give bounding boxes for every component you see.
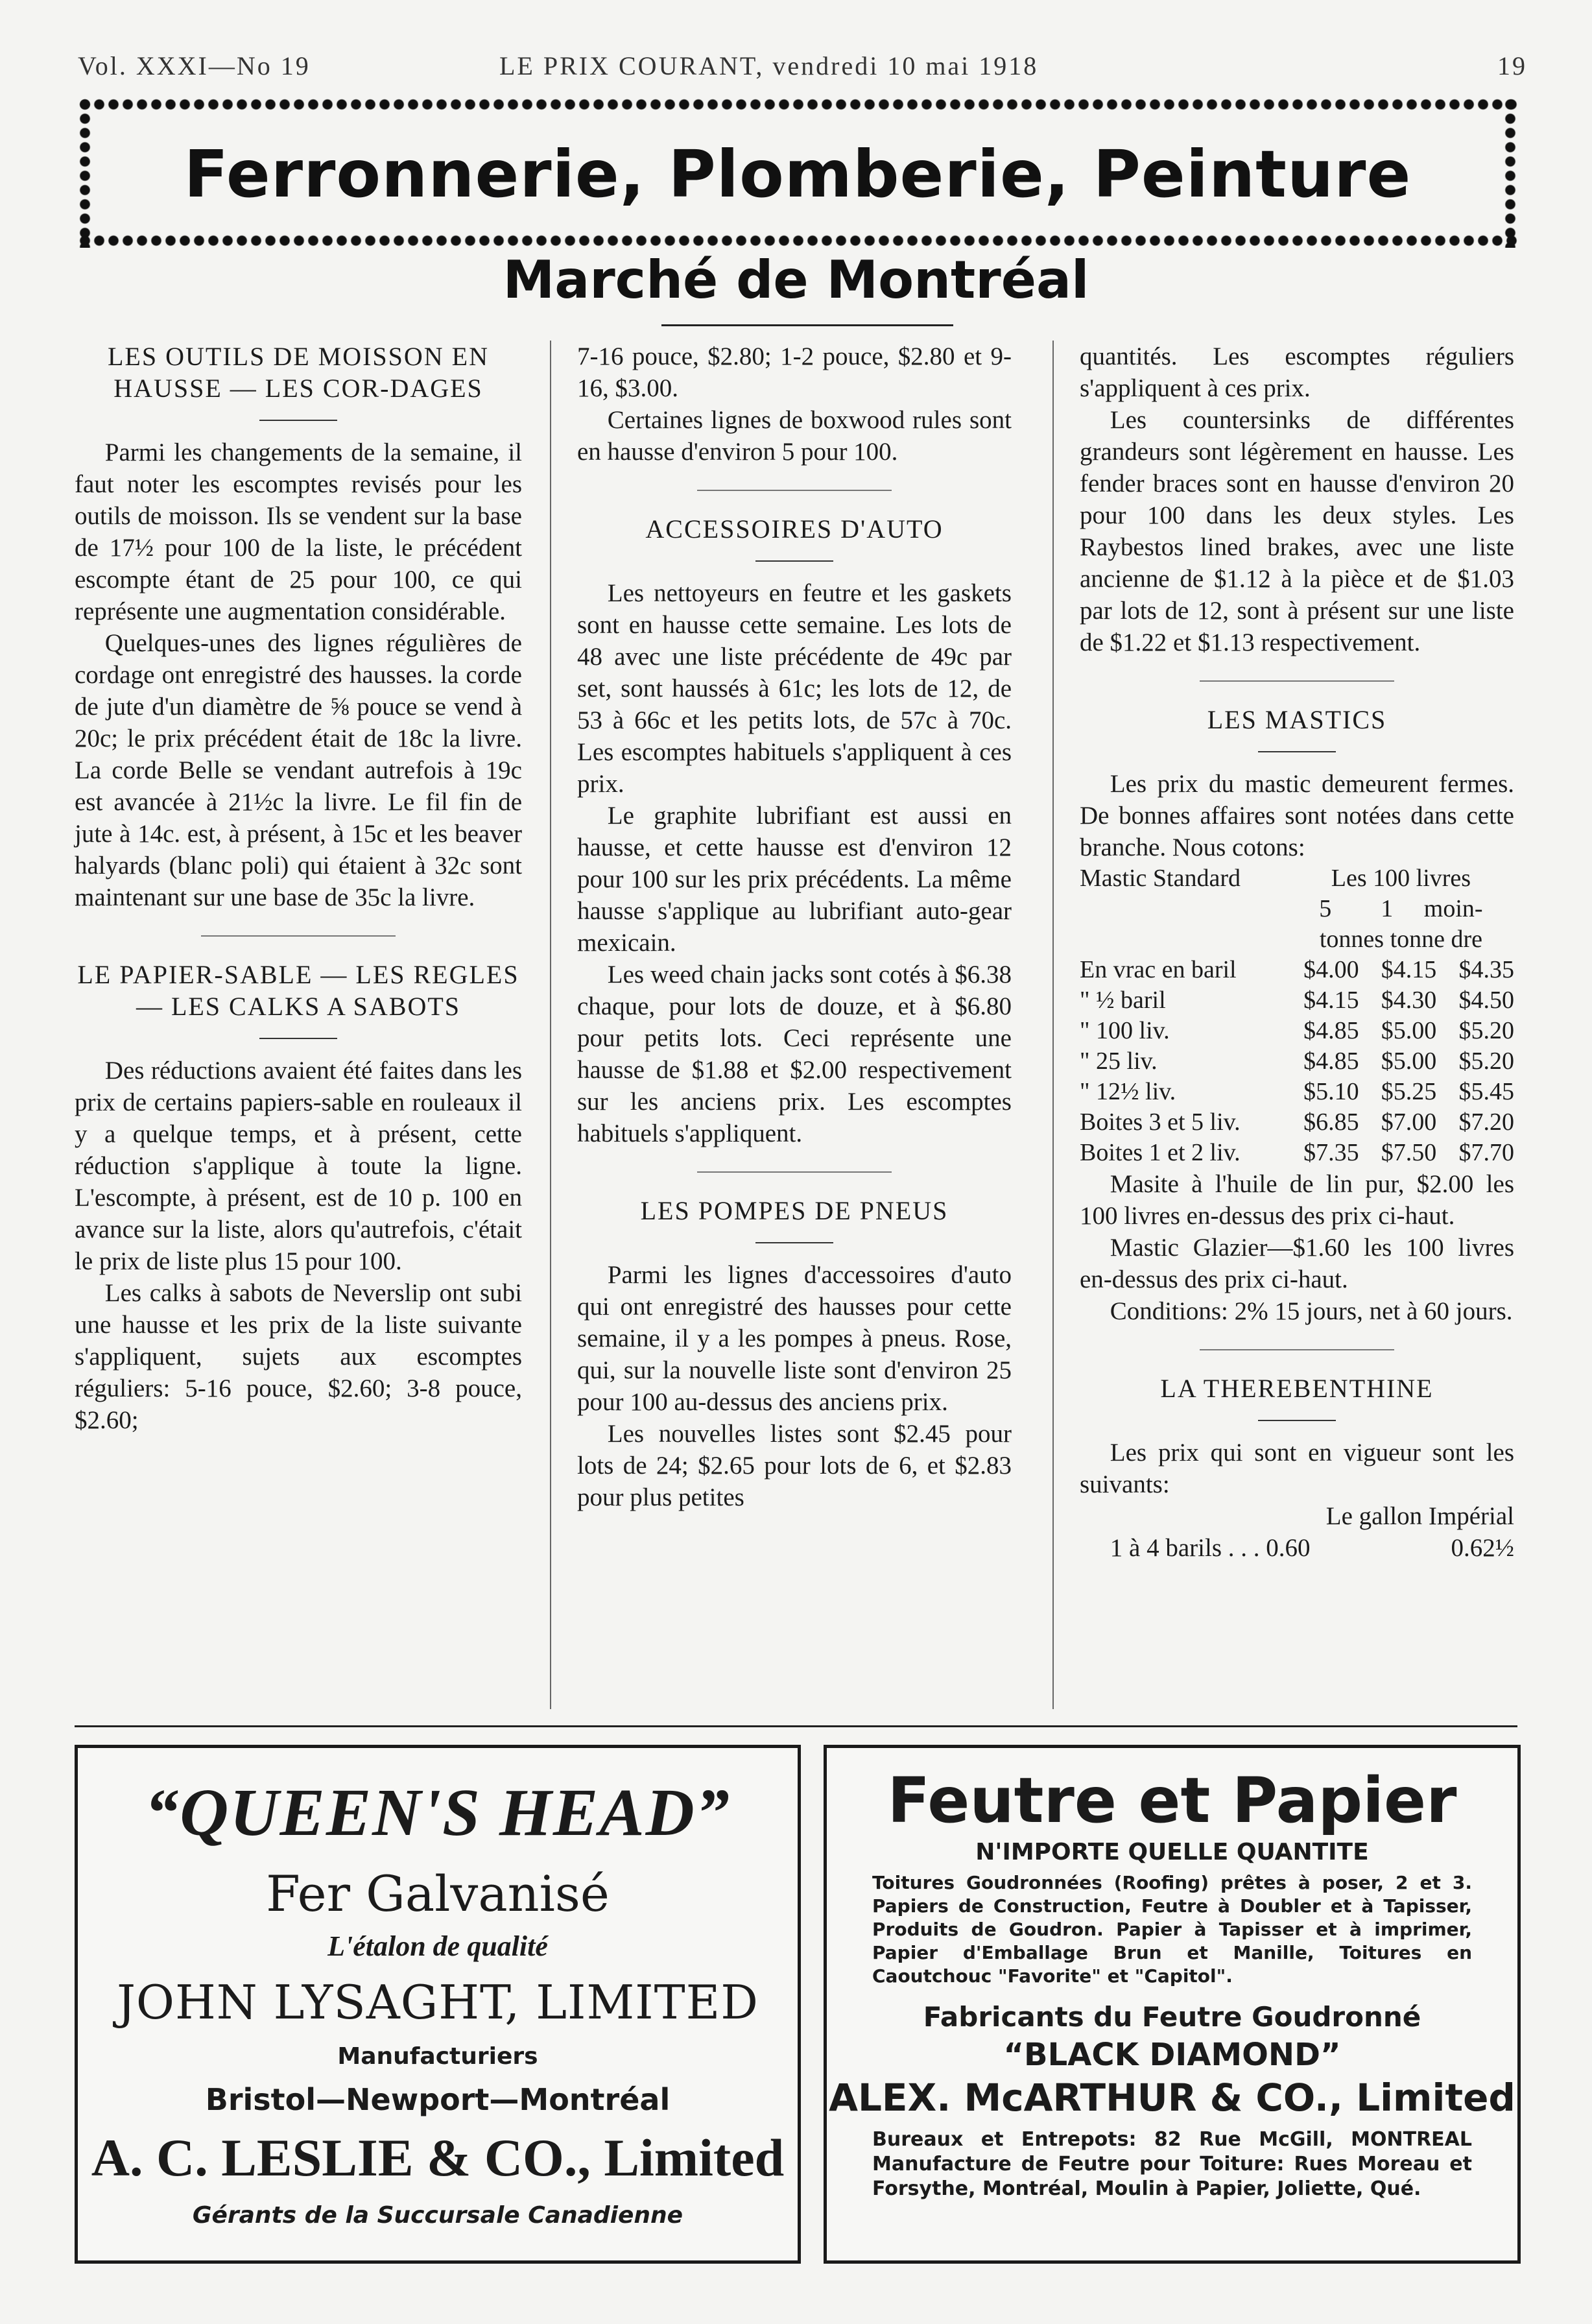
price-5-tonnes: $7.35 xyxy=(1303,1139,1359,1166)
price-moindre: $5.45 xyxy=(1458,1078,1514,1105)
article-paragraph: Des réductions avaient été faites dans les prix de certains papiers-sable en rouleaux il y a quelque temps, et à présent, cette réduction s'applique à toute la ligne. L'escompte, à présent, est de 10 p. 100 en avance sur la liste, alors qu'autrefois, c'était le prix de liste plus 15 pour 100. xyxy=(75,1057,522,1275)
article-heading: LA THEREBENTHINE xyxy=(1160,1374,1434,1403)
section-separator xyxy=(697,1171,892,1173)
section-banner xyxy=(78,97,1517,248)
ad-brand: “BLACK DIAMOND” xyxy=(1003,2037,1341,2073)
article-heading: LES MASTICS xyxy=(1207,705,1387,734)
price-line xyxy=(1080,1532,1514,1564)
star-border-top xyxy=(78,97,1517,112)
price-5-tonnes: $4.15 xyxy=(1303,987,1359,1014)
mastic-row-label: " 25 liv. xyxy=(1080,1048,1158,1075)
table-header xyxy=(1281,863,1514,955)
article-paragraph: Parmi les lignes d'accessoires d'auto qui ont enregistré des hausses pour cette semaine, il y a les pompes à pneus. Rose, qui, sur la nouvelle liste sont d'environ 25 pour 100 au-dessus des anciens prix. xyxy=(577,1261,1012,1416)
article-heading: LES OUTILS DE MOISSON EN HAUSSE — LES COR-DAGES xyxy=(108,342,489,403)
ad-title: “QUEEN'S HEAD” xyxy=(145,1775,731,1850)
article-paragraph: Les countersinks de différentes grandeurs sont légèrement en hausse. Les fender braces sont en hausse d'environ 20 pour 100 dans les deux styles. Les Raybestos lined brakes, avec une liste ancienne de $1.12 à la pièce et de $1.03 par lots de 12, sont à présent sur une liste de $1.22 et $1.13 respectivement. xyxy=(1080,406,1514,656)
ad-product: Fer Galvanisé xyxy=(266,1865,610,1923)
ad-tagline: L'étalon de qualité xyxy=(327,1930,548,1962)
table-row xyxy=(1080,1138,1514,1168)
publication-line: LE PRIX COURANT, vendredi 10 mai 1918 xyxy=(499,51,1039,80)
price-moindre: $4.35 xyxy=(1458,956,1514,983)
ad-company: ALEX. McARTHUR & CO., Limited xyxy=(829,2076,1515,2120)
ads-separator xyxy=(75,1725,1517,1727)
mastic-price-table xyxy=(1080,863,1514,1168)
price-moindre: $5.20 xyxy=(1458,1017,1514,1044)
ad-title: Feutre et Papier xyxy=(887,1764,1457,1837)
price-1-tonne: $7.50 xyxy=(1381,1139,1437,1166)
article-paragraph: Les nouvelles listes sont $2.45 pour lots de 24; $2.65 pour lots de 6, et $2.83 pour plus petites xyxy=(577,1420,1012,1511)
article-paragraph: Quelques-unes des lignes régulières de cordage ont enregistré des hausses. la corde de jute d'un diamètre de ⅝ pouce se vend à 20c; le prix précédent était de 18c la livre. La corde Belle se vendant autrefois à 19c est avancée à 21½c la livre. Le fil fin de jute à 14c. est, à présent, à 15c et les beaver halyards (blanc poli) qui étaient à 32c sont maintenant sur une base de 35c la livre. xyxy=(75,629,522,911)
table-row xyxy=(1080,1016,1514,1046)
title-rule xyxy=(661,324,953,326)
price-moindre: $5.20 xyxy=(1458,1048,1514,1075)
price-moindre: $4.50 xyxy=(1458,987,1514,1014)
table-header-line: tonnes tonne dre xyxy=(1319,926,1483,953)
price-1-tonne: $7.00 xyxy=(1381,1108,1437,1136)
table-row xyxy=(1080,955,1514,985)
table-row xyxy=(1080,1107,1514,1138)
section-separator xyxy=(1200,680,1394,682)
heading-rule xyxy=(755,560,833,562)
article-paragraph: 7-16 pouce, $2.80; 1-2 pouce, $2.80 et 9-16, $3.00. xyxy=(577,342,1012,402)
table-row xyxy=(1080,863,1514,955)
price-1-tonne: $4.15 xyxy=(1381,956,1437,983)
mastic-row-label: Boites 1 et 2 liv. xyxy=(1080,1139,1241,1166)
ad-agent-role: Gérants de la Succursale Canadienne xyxy=(192,2202,683,2229)
ad-maker-role: Manufacturiers xyxy=(337,2043,538,2070)
price-value: 0.62½ xyxy=(1451,1534,1514,1562)
ad-agent: A. C. LESLIE & CO., Limited xyxy=(91,2128,785,2187)
article-paragraph: Les weed chain jacks sont cotés à $6.38 chaque, pour lots de douze, et à $6.80 pour petits lots. Ceci représente une hausse de $1.88 et $2.00 respectivement sur les anciens prix. Les escomptes habituels s'appliquent. xyxy=(577,961,1012,1147)
ad-fabricants: Fabricants du Feutre Goudronné xyxy=(923,2001,1421,2033)
article-paragraph: Parmi les changements de la semaine, il faut noter les escomptes revisés pour les outils de moisson. Ils se vendent sur la base de 17½ pour 100 de la liste, le précédent escompte étant de 25 pour 100, ce qui représente une augmentation considérable. xyxy=(75,438,522,625)
table-row xyxy=(1080,1077,1514,1107)
table-header-line: Les 100 livres xyxy=(1331,865,1471,892)
mastic-row-label: En vrac en baril xyxy=(1080,956,1237,983)
heading-rule xyxy=(259,1038,337,1039)
price-1-tonne: $4.30 xyxy=(1381,987,1437,1014)
article-paragraph: Mastic Glazier—$1.60 les 100 livres en-dessus des prix ci-haut. xyxy=(1080,1234,1514,1293)
section-title: Marché de Montréal xyxy=(503,250,1089,310)
mastic-row-label: " 100 liv. xyxy=(1080,1017,1170,1044)
price-moindre: $7.20 xyxy=(1458,1108,1514,1136)
price-5-tonnes: $6.85 xyxy=(1303,1108,1359,1136)
mastic-row-label: Boites 3 et 5 liv. xyxy=(1080,1108,1241,1136)
article-paragraph: Les prix du mastic demeurent fermes. De bonnes affaires sont notées dans cette branche. Nous cotons: xyxy=(1080,770,1514,861)
section-separator xyxy=(697,490,892,491)
article-paragraph: Conditions: 2% 15 jours, net à 60 jours. xyxy=(1110,1297,1513,1325)
heading-rule xyxy=(259,420,337,421)
price-moindre: $7.70 xyxy=(1458,1139,1514,1166)
article-paragraph: Masite à l'huile de lin pur, $2.00 les 100 livres en-dessus des prix ci-haut. xyxy=(1080,1170,1514,1230)
mastic-row-label: " ½ baril xyxy=(1080,987,1166,1014)
price-label: 1 à 4 barils . . . 0.60 xyxy=(1110,1534,1311,1562)
article-heading: ACCESSOIRES D'AUTO xyxy=(645,514,944,544)
star-border-bottom xyxy=(78,234,1517,248)
price-5-tonnes: $4.00 xyxy=(1303,956,1359,983)
price-1-tonne: $5.00 xyxy=(1381,1017,1437,1044)
article-paragraph: Les calks à sabots de Neverslip ont subi une hausse et les prix de la liste suivante s'appliquent, sujets aux escomptes réguliers: 5-16 pouce, $2.60; 3-8 pouce, $2.60; xyxy=(75,1279,522,1434)
heading-rule xyxy=(1258,1420,1336,1421)
section-separator xyxy=(201,935,396,937)
table-cell: Mastic Standard xyxy=(1080,865,1241,892)
price-1-tonne: $5.25 xyxy=(1381,1078,1437,1105)
advertisement-queens-head xyxy=(75,1745,801,2264)
price-1-tonne: $5.00 xyxy=(1381,1048,1437,1075)
ad-cities: Bristol—Newport—Montréal xyxy=(205,2082,671,2117)
article-paragraph: Le gallon Impérial xyxy=(1325,1502,1514,1530)
table-row xyxy=(1080,1046,1514,1077)
article-paragraph: Le graphite lubrifiant est aussi en hausse, et cette hausse est d'environ 12 pour 100 sur les prix précédents. La même hausse s'applique au lubrifiant auto-gear mexicain. xyxy=(577,802,1012,957)
article-column-1 xyxy=(75,341,522,1436)
volume-number: Vol. XXXI—No 19 xyxy=(78,51,311,80)
article-column-2 xyxy=(577,341,1012,1513)
advertisement-feutre-papier xyxy=(824,1745,1521,2264)
banner-title: Ferronnerie, Plomberie, Peinture xyxy=(184,136,1412,212)
ad-products: Toitures Goudronnées (Roofing) prêtes à poser, 2 et 3. Papiers de Construction, Feutre à Doubler et à Tapisser, Produits de Goudron. Papier à Tapisser et à imprimer, Papier d'Emballage Brun et Manille, Toitures en Caoutchouc "Favorite" et "Capitol". xyxy=(872,1872,1472,1987)
heading-rule xyxy=(755,1242,833,1243)
page-number: 19 xyxy=(1497,51,1527,80)
table-row xyxy=(1080,985,1514,1016)
article-paragraph: Les prix qui sont en vigueur sont les suivants: xyxy=(1080,1439,1514,1498)
ad-maker: JOHN LYSAGHT, LIMITED xyxy=(117,1975,759,2030)
ad-subtitle: N'IMPORTE QUELLE QUANTITE xyxy=(975,1839,1369,1865)
column-divider xyxy=(1052,341,1054,1709)
article-paragraph: quantités. Les escomptes réguliers s'appliquent à ces prix. xyxy=(1080,342,1514,402)
article-heading: LE PAPIER-SABLE — LES REGLES — LES CALKS A SABOTS xyxy=(77,960,519,1021)
article-paragraph: Certaines lignes de boxwood rules sont en hausse d'environ 5 pour 100. xyxy=(577,406,1012,466)
running-head xyxy=(78,51,1527,90)
price-5-tonnes: $4.85 xyxy=(1303,1017,1359,1044)
ad-address: Bureaux et Entrepots: 82 Rue McGill, MONTREAL Manufacture de Feutre pour Toiture: Rues Moreau et Forsythe, Montréal, Moulin à Papier, Joliette, Qué. xyxy=(872,2128,1472,2200)
table-header-line: 5 1 moin- xyxy=(1319,895,1483,922)
column-divider xyxy=(550,341,551,1709)
article-paragraph: Les nettoyeurs en feutre et les gaskets sont en hausse cette semaine. Les lots de 48 avec une liste précédente de 49c par set, sont haussés à 61c; les lots de 12, de 53 à 66c et les petits lots, de 57c à 70c. Les escomptes habituels s'appliquent à ces prix. xyxy=(577,579,1012,798)
heading-rule xyxy=(1258,751,1336,752)
article-heading: LES POMPES DE PNEUS xyxy=(640,1196,949,1225)
price-5-tonnes: $4.85 xyxy=(1303,1048,1359,1075)
article-column-3 xyxy=(1080,341,1514,1564)
section-separator xyxy=(1200,1349,1394,1350)
mastic-row-label: " 12½ liv. xyxy=(1080,1078,1176,1105)
price-5-tonnes: $5.10 xyxy=(1303,1078,1359,1105)
